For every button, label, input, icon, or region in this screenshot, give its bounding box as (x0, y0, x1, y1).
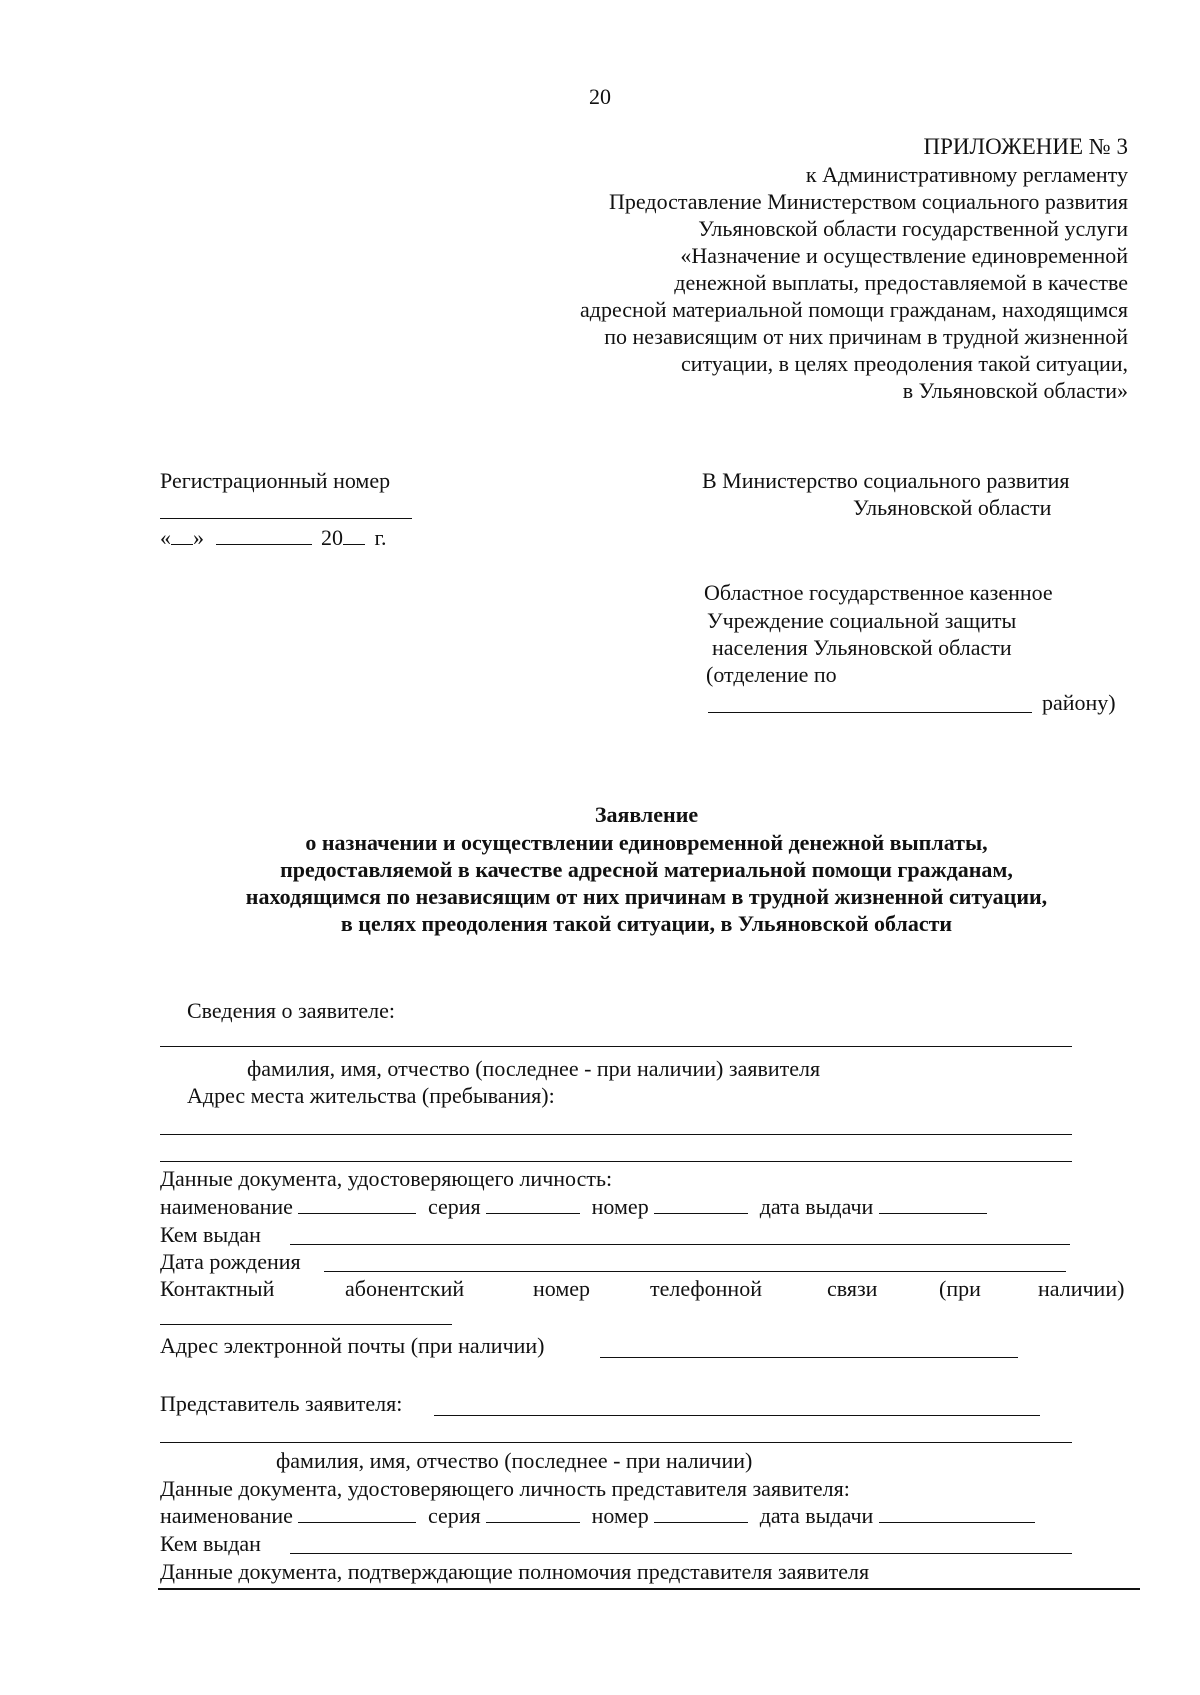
applicant-phone-field[interactable] (160, 1324, 452, 1325)
applicant-email-label: Адрес электронной почты (при наличии) (160, 1333, 545, 1358)
representative-label: Представитель заявителя: (160, 1391, 403, 1416)
rep-doc-issue-date-field[interactable] (879, 1504, 1035, 1523)
applicant-address-label: Адрес места жительства (пребывания): (187, 1083, 555, 1108)
recipient-ministry-region: Ульяновской области (853, 495, 1052, 520)
registration-number-field[interactable] (160, 518, 412, 519)
doc-name-label: наименование (160, 1194, 293, 1219)
representative-field[interactable] (434, 1415, 1040, 1416)
recipient-ministry: В Министерство социального развития (702, 468, 1070, 493)
rep-doc-number-field[interactable] (654, 1504, 748, 1523)
registration-number-label: Регистрационный номер (160, 468, 391, 493)
doc-issue-date-field[interactable] (879, 1195, 987, 1214)
institution-line: Областное государственное казенное (704, 580, 1053, 605)
rep-doc-number-label: номер (591, 1503, 649, 1528)
appendix-line: в Ульяновской области» (902, 378, 1128, 403)
appendix-line: Предоставление Министерством социального развития (609, 189, 1128, 214)
rep-doc-name-label: наименование (160, 1503, 293, 1528)
appendix-line: адресной материальной помощи гражданам, находящимся (579, 297, 1128, 322)
doc-series-label: серия (427, 1194, 481, 1219)
date-year-suffix: г. (374, 525, 387, 550)
rep-doc-issue-date-label: дата выдачи (759, 1503, 874, 1528)
phone-word: телефонной (650, 1276, 762, 1301)
appendix-line: Ульяновской области государственной услуги (698, 216, 1128, 241)
applicant-id-doc-row (160, 1194, 987, 1220)
date-day-field[interactable] (171, 526, 193, 545)
date-month-field[interactable] (216, 526, 312, 545)
applicant-address-field-2[interactable] (160, 1161, 1072, 1162)
appendix-line: денежной выплаты, предоставляемой в качестве (674, 270, 1128, 295)
doc-number-label: номер (591, 1194, 649, 1219)
applicant-birth-date-label: Дата рождения (160, 1249, 301, 1274)
applicant-fio-caption: фамилия, имя, отчество (последнее - при наличии) заявителя (247, 1056, 821, 1081)
representative-issued-by-label: Кем выдан (160, 1531, 261, 1556)
phone-word: (при (939, 1276, 981, 1301)
rep-doc-series-field[interactable] (486, 1504, 580, 1523)
representative-fio-field[interactable] (160, 1442, 1072, 1443)
applicant-email-field[interactable] (600, 1357, 1018, 1358)
appendix-line: «Назначение и осуществление единовременной (680, 243, 1128, 268)
institution-line: (отделение по (706, 662, 837, 687)
representative-id-doc-row (160, 1503, 1035, 1529)
institution-line: Учреждение социальной защиты (707, 608, 1017, 633)
registration-date (160, 525, 387, 551)
statement-line: о назначении и осуществлении единовременной денежной выплаты, (305, 830, 988, 855)
phone-word: связи (827, 1276, 878, 1301)
appendix-line: к Административному регламенту (805, 162, 1128, 187)
statement-title: Заявление (594, 802, 699, 827)
applicant-heading: Сведения о заявителе: (187, 998, 396, 1023)
date-year-prefix: 20 (321, 525, 343, 550)
institution-line: населения Ульяновской области (712, 635, 1012, 660)
district-field[interactable] (708, 712, 1032, 713)
representative-id-doc-label: Данные документа, удостоверяющего личность представителя заявителя: (160, 1476, 850, 1501)
date-year-field[interactable] (343, 526, 365, 545)
date-open-quote: « (160, 525, 171, 550)
appendix-title: ПРИЛОЖЕНИЕ № 3 (923, 134, 1128, 159)
appendix-line: ситуации, в целях преодоления такой ситуации, (680, 351, 1128, 376)
representative-authority-field[interactable] (158, 1588, 1140, 1590)
phone-word: номер (533, 1276, 591, 1301)
statement-line: в целях преодоления такой ситуации, в Ульяновской области (340, 911, 953, 936)
representative-issued-by-field[interactable] (290, 1553, 1072, 1554)
doc-series-field[interactable] (486, 1195, 580, 1214)
appendix-line: по независящим от них причинам в трудной жизненной (604, 324, 1128, 349)
phone-word: наличии) (1038, 1276, 1125, 1301)
applicant-id-doc-label: Данные документа, удостоверяющего личность: (160, 1166, 613, 1191)
statement-line: находящимся по независящим от них причинам в трудной жизненной ситуации, (245, 884, 1048, 909)
applicant-address-field[interactable] (160, 1134, 1072, 1135)
doc-name-field[interactable] (298, 1195, 416, 1214)
applicant-issued-by-label: Кем выдан (160, 1222, 261, 1247)
rep-doc-name-field[interactable] (298, 1504, 416, 1523)
representative-fio-caption: фамилия, имя, отчество (последнее - при наличии) (276, 1448, 753, 1473)
phone-word: Контактный (160, 1276, 275, 1301)
statement-line: предоставляемой в качестве адресной материальной помощи гражданам, (280, 857, 1013, 882)
applicant-fio-field[interactable] (160, 1046, 1072, 1047)
rep-doc-series-label: серия (427, 1503, 481, 1528)
doc-number-field[interactable] (654, 1195, 748, 1214)
date-close-quote: » (193, 525, 204, 550)
representative-authority-label: Данные документа, подтверждающие полномочия представителя заявителя (160, 1559, 870, 1584)
applicant-birth-date-field[interactable] (324, 1271, 1066, 1272)
doc-issue-date-label: дата выдачи (759, 1194, 874, 1219)
district-suffix: району) (1042, 690, 1116, 715)
applicant-phone-label (160, 1276, 274, 1302)
applicant-issued-by-field[interactable] (290, 1244, 1070, 1245)
phone-word: абонентский (345, 1276, 465, 1301)
page-number: 20 (589, 84, 611, 109)
